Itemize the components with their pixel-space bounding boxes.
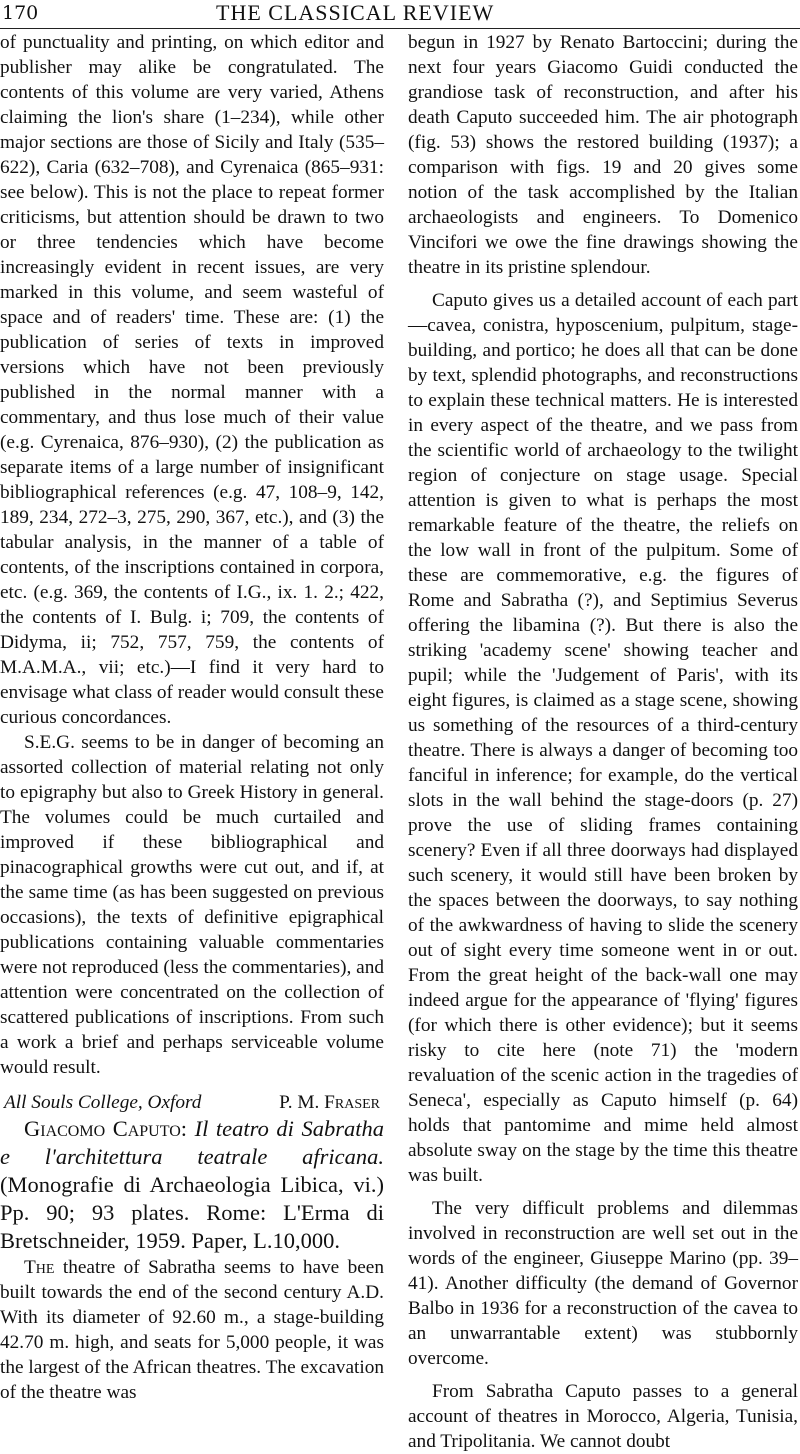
review-details: (Monografie di Archaeologia Libica, vi.) Pp. 90; 93 plates. Rome: L'Erma di Bretschneider, 1959. Paper, L.10,000. <box>0 1172 384 1253</box>
right-paragraph-3: The very difficult problems and dilemmas involved in reconstruction are well set out in the words of the engineer, Giuseppe Marino (pp. 39–41). Another difficulty (the demand of Governor Balbo in 1936 for a reconstruction of the cavea to an unwarrantable extent) was stubbornly overcome. <box>408 1198 798 1369</box>
review-lead-word: The <box>24 1257 55 1278</box>
review-title: Il teatro di Sabratha e l'architettura teatrale africana. <box>0 1116 384 1169</box>
review-author: Giacomo Caputo <box>24 1116 181 1141</box>
review-paragraph-1 <box>0 1255 384 1405</box>
review-heading: Giacomo Caputo: Il teatro di Sabratha e l'architettura teatrale africana. (Monografie di Archaeologia Libica, vi.) Pp. 90; 93 plates. Rome: L'Erma di Bretschneider, 1959. Paper, L.10,000. <box>0 1116 384 1253</box>
signature-name: P. M. Fraser <box>279 1092 380 1113</box>
left-paragraph-1: of punctuality and printing, on which editor and publisher may alike be congratulated. The contents of this volume are very varied, Athens claiming the lion's share (1–234), while other major sections are those of Sicily and Italy (535–622), Caria (632–708), and Cyrenaica (865–931: see below). This is not the place to repeat former criticisms, but attention should be drawn to two or three tendencies which have become increasingly evident in recent issues, are very marked in this volume, and seem wasteful of space and of readers' time. These are: (1) the publication of series of texts in improved versions which have not been previously published in the normal manner with a commentary, and thus lose much of their value (e.g. Cyrenaica, 876–930), (2) the publication as separate items of a large number of insignificant bibliographical references (e.g. 47, 108–9, 142, 189, 234, 272–3, 275, 290, 367, etc.), and (3) the tabular analysis, in the manner of a table of contents, of the inscriptions contained in corpora, etc. (e.g. 369, the contents of I.G., ix. 1. 2.; 422, the contents of I. Bulg. i; 709, the contents of Didyma, ii; 752, 757, 759, the contents of M.A.M.A., vii; etc.)—I find it very hard to envisage what class of reader would consult these curious concordances. <box>0 32 384 728</box>
right-column <box>408 30 798 1454</box>
journal-title: THE CLASSICAL REVIEW <box>216 0 495 25</box>
right-paragraph-2: Caputo gives us a detailed account of each part—cavea, conistra, hyposcenium, pulpitum, stage-building, and portico; he does all that can be done by text, splendid photographs, and reconstructions to explain these technical matters. He is interested in every aspect of the theatre, and we pass from the scientific world of archaeology to the twilight region of conjecture on stage usage. Special attention is given to what is perhaps the most remarkable feature of the theatre, the reliefs on the low wall in front of the pulpitum. Some of these are commemorative, e.g. the figures of Rome and Sabratha (?), and Septimius Severus offering the libamina (?). But there is also the striking 'academy scene' showing teacher and pupil; while the 'Judgement of Paris', with its eight figures, is claimed as a stage scene, showing us something of the resources of a third-century theatre. There is always a danger of becoming too fanciful in inference; for example, do the vertical slots in the wall behind the stage-doors (p. 27) prove the use of sliding frames containing scenery? Even if all three doorways had displayed such scenery, it would still have been broken by the spaces between the doorways, to say nothing of the awkwardness of having to slide the scenery out of sight every time someone went in or out. From the great height of the back-wall one may indeed argue for the appearance of 'flying' figures (for which there is other evidence); but it seems risky to cite here (note 71) the 'modern revaluation of the scenic action in the tragedies of Seneca', especially as Caputo himself (p. 64) holds that pantomime and mime held almost absolute sway on the stage by the time this theatre was built. <box>408 290 798 1186</box>
left-column <box>0 30 384 1405</box>
review-signature <box>0 1090 384 1115</box>
review-paragraph-1-text: theatre of Sabratha seems to have been built towards the end of the second century A.D. With its diameter of 92.60 m., a stage-building 42.70 m. high, and seats for 5,000 people, it was the largest of the African theatres. The excavation of the theatre was <box>0 1257 384 1403</box>
right-paragraph-1: begun in 1927 by Renato Bartoccini; during the next four years Giacomo Guidi conducted the grandiose task of reconstruction, and after his death Caputo succeeded him. The air photograph (fig. 53) shows the restored building (1937); a comparison with figs. 19 and 20 gives some notion of the task accomplished by the Italian archaeologists and engineers. To Domenico Vincifori we owe the fine drawings showing the theatre in its pristine splendour. <box>408 32 798 278</box>
right-paragraph-4: From Sabratha Caputo passes to a general account of theatres in Morocco, Algeria, Tunisia, and Tripolitania. We cannot doubt <box>408 1381 798 1452</box>
left-paragraph-2: S.E.G. seems to be in danger of becoming an assorted collection of material relating not only to epigraphy but also to Greek History in general. The volumes could be much curtailed and improved if these bibliographical and pinacographical growths were cut out, and if, at the same time (as has been suggested on previous occasions), the texts of definitive epigraphical publications containing valuable commentaries were not reproduced (less the commentaries), and attention were concentrated on the collection of scattered publications of inscriptions. From such a work a brief and perhaps serviceable volume would result. <box>0 732 384 1078</box>
page-header <box>0 0 800 29</box>
signature-place: All Souls College, Oxford <box>4 1092 202 1113</box>
page-number: 170 <box>2 2 39 24</box>
